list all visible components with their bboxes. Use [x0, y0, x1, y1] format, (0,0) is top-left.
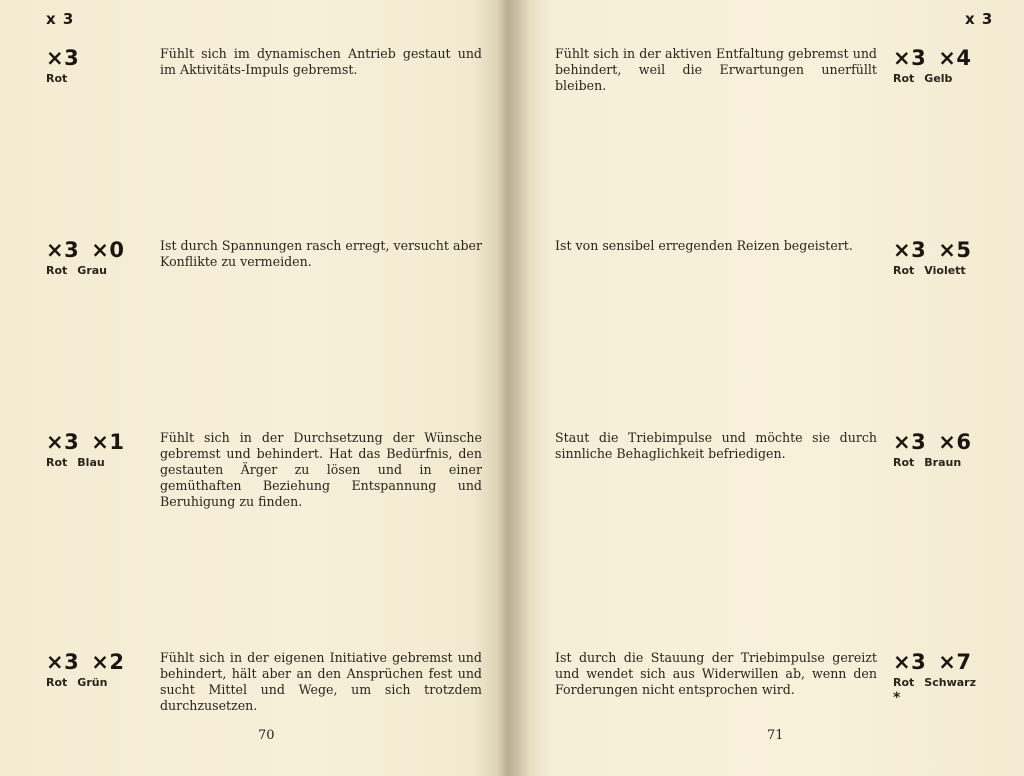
- color-name: Gelb: [924, 72, 953, 85]
- entry-description: Ist durch die Stauung der Triebimpulse gereizt und wendet sich aus Widerwillen ab, wenn den Forderungen nicht entsprochen wird.: [555, 650, 877, 697]
- color-name: Rot: [893, 264, 915, 277]
- code-combination: [46, 650, 141, 674]
- entry-description: Fühlt sich in der Durchsetzung der Wünsche gebremst und behindert. Hat das Bedürfnis, den gestauten Ärger zu lösen und in einer gemüthaften Beziehung Entspannung und Beruhigung zu finden.: [160, 430, 482, 509]
- code: ×3: [46, 430, 80, 454]
- asterisk-mark: *: [893, 690, 901, 706]
- running-head: x 3: [46, 10, 75, 28]
- code-combination: [893, 238, 988, 262]
- code-block: [893, 46, 988, 85]
- code: ×3: [46, 238, 80, 262]
- color-name: Rot: [893, 676, 915, 689]
- code: ×5: [938, 238, 972, 262]
- code: ×3: [893, 650, 927, 674]
- code-block: [46, 650, 141, 689]
- color-names: [893, 72, 988, 85]
- code-combination: [46, 238, 141, 262]
- code: ×1: [91, 430, 125, 454]
- color-name: Grün: [77, 676, 108, 689]
- entry-x3-x2: [0, 650, 480, 740]
- code-block: [893, 238, 988, 277]
- code: ×3: [893, 238, 927, 262]
- color-names: [46, 264, 141, 277]
- color-name: Schwarz: [924, 676, 976, 689]
- color-name: Violett: [924, 264, 966, 277]
- code-combination: [46, 46, 141, 70]
- code-combination: [46, 430, 141, 454]
- page-number: 70: [258, 728, 275, 743]
- color-name: Grau: [77, 264, 108, 277]
- code-combination: [893, 650, 988, 674]
- code-block: [46, 46, 141, 85]
- code-block: [893, 430, 988, 469]
- color-names: [46, 676, 141, 689]
- color-names: [893, 456, 988, 469]
- entry-description: Staut die Triebimpulse und möchte sie durch sinnliche Behaglichkeit befriedigen.: [555, 430, 877, 461]
- entry-x3: [0, 46, 480, 136]
- code: ×6: [938, 430, 972, 454]
- entry-x3-x0: [0, 238, 480, 328]
- running-head: x 3: [965, 10, 994, 28]
- code: ×2: [91, 650, 125, 674]
- code: ×3: [46, 650, 80, 674]
- code: ×3: [46, 46, 80, 70]
- entry-description: Ist durch Spannungen rasch erregt, versucht aber Konflikte zu vermeiden.: [160, 238, 482, 269]
- color-name: Rot: [46, 264, 68, 277]
- color-names: [893, 264, 988, 277]
- entry-x3-x6: [519, 430, 999, 520]
- entry-x3-x5: [519, 238, 999, 328]
- code: ×3: [893, 430, 927, 454]
- code: ×0: [91, 238, 125, 262]
- entry-description: Fühlt sich im dynamischen Antrieb gestaut und im Aktivitäts-Impuls gebremst.: [160, 46, 482, 77]
- code: ×4: [938, 46, 972, 70]
- code-block: [893, 650, 988, 705]
- code: ×3: [893, 46, 927, 70]
- right-page: [519, 0, 1024, 776]
- color-name: Rot: [46, 456, 68, 469]
- code-block: [46, 238, 141, 277]
- color-name: Braun: [924, 456, 962, 469]
- code: ×7: [938, 650, 972, 674]
- entry-x3-x7: [519, 650, 999, 740]
- code-block: [46, 430, 141, 469]
- code-combination: [893, 430, 988, 454]
- color-name: Blau: [77, 456, 105, 469]
- color-names: [893, 676, 988, 689]
- color-name: Rot: [46, 72, 68, 85]
- entry-description: Fühlt sich in der eigenen Initiative gebremst und behindert, hält aber an den Ansprüchen fest und sucht Mittel und Wege, um sich trotzdem durchzusetzen.: [160, 650, 482, 713]
- color-name: Rot: [46, 676, 68, 689]
- entry-x3-x4: [519, 46, 999, 136]
- color-name: Rot: [893, 72, 915, 85]
- page-number: 71: [767, 728, 784, 743]
- left-page: [0, 0, 505, 776]
- entry-description: Ist von sensibel erregenden Reizen begeistert.: [555, 238, 853, 253]
- entry-x3-x1: [0, 430, 480, 520]
- color-names: [46, 456, 141, 469]
- color-name: Rot: [893, 456, 915, 469]
- entry-description: Fühlt sich in der aktiven Entfaltung gebremst und behindert, weil die Erwartungen unerfüllt bleiben.: [555, 46, 877, 93]
- code-combination: [893, 46, 988, 70]
- color-names: [46, 72, 141, 85]
